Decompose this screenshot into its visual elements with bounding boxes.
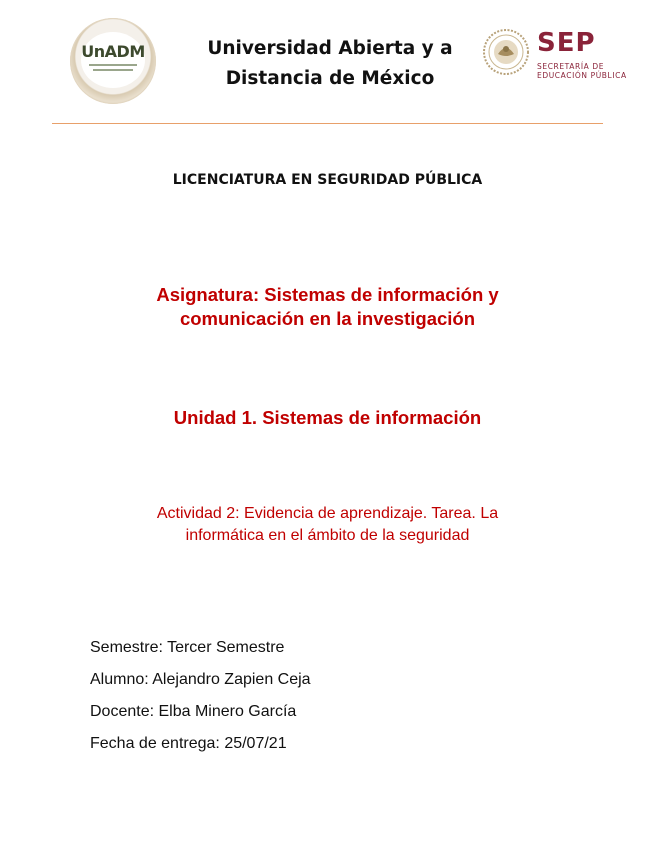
activity-title-line2: informática en el ámbito de la seguridad [185, 527, 470, 544]
sep-logo: SEP [537, 28, 596, 58]
sep-subtitle-line2: EDUCACIÓN PÚBLICA [537, 71, 627, 80]
activity-title [110, 503, 545, 547]
subject-title-line2: comunicación en la investigación [179, 308, 476, 329]
unadm-logo-line [93, 69, 133, 71]
student-details [90, 632, 311, 760]
student-line: Alumno: Alejandro Zapien Ceja [90, 671, 311, 688]
teacher-line: Docente: Elba Minero García [90, 703, 297, 720]
subject-title-line1: Asignatura: Sistemas de información y [156, 284, 499, 305]
unit-title: Unidad 1. Sistemas de información [173, 407, 482, 428]
semester-line: Semestre: Tercer Semestre [90, 639, 285, 656]
document-header [0, 0, 655, 124]
degree-title: LICENCIATURA EN SEGURIDAD PÚBLICA [172, 172, 483, 188]
sep-subtitle [537, 62, 647, 80]
sep-subtitle-line1: SECRETARÍA DE [537, 62, 605, 71]
unadm-logo-text: UnADM [81, 42, 145, 61]
header-divider [52, 123, 603, 124]
mexico-seal-icon [482, 28, 530, 76]
activity-title-line1: Actividad 2: Evidencia de aprendizaje. Tarea. La [156, 505, 499, 522]
unadm-logo [70, 18, 156, 104]
university-name-line1: Universidad Abierta y a [207, 38, 453, 59]
university-name [200, 34, 460, 94]
due-date-line: Fecha de entrega: 25/07/21 [90, 735, 287, 752]
unadm-logo-line [89, 64, 137, 66]
subject-title [90, 283, 565, 331]
university-name-line2: Distancia de México [225, 68, 435, 89]
